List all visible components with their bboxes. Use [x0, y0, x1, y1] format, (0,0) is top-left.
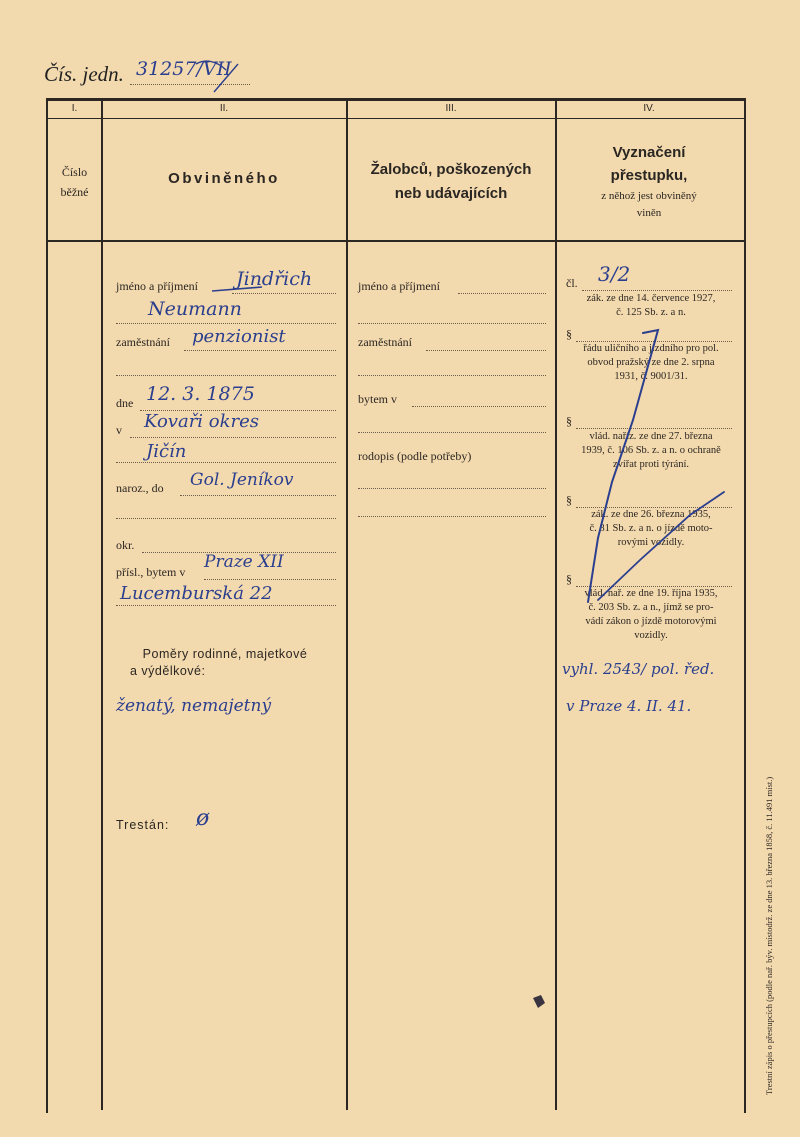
offence-section-mark-2: § — [566, 327, 572, 341]
accused-family-label — [112, 646, 338, 680]
accused-family-value: ženatý, nemajetný — [116, 696, 272, 716]
column-divider-2 — [346, 100, 348, 1110]
offence-law-4-line2: č. 81 Sb. z. a n. o jízdě moto- — [589, 523, 713, 534]
plaintiff-name-label: jméno a příjmení — [358, 279, 440, 293]
offence-section-mark-3: § — [566, 414, 572, 428]
col1-title-line1: Číslo — [61, 165, 88, 179]
accused-occupation-value: penzionist — [192, 326, 286, 347]
offence-law-3-line1: vlád. naříz. ze dne 27. března — [589, 431, 713, 442]
offence-law-3 — [558, 430, 744, 472]
side-form-note-text: Trestní zápis o přestupcích (podle nař. býv. místodrž. ze dne 13. března 1858, č. 11.491 míst.) — [764, 776, 774, 1095]
offence-law-3-line2: 1939, č. 106 Sb. z. a n. o ochraně — [581, 445, 721, 456]
offence-law-5-line1: vlád. nař. ze dne 19. října 1935, — [584, 588, 718, 599]
accused-family-label-line2: a výdělkové: — [130, 664, 206, 678]
accused-place-value-1: Kovaři okres — [144, 411, 260, 432]
offence-law-4-line3: rovými vozidly. — [617, 537, 685, 548]
col3-title-line2: neb udávajících — [394, 185, 508, 202]
offence-law-2-line3: 1931, č. 9001/31. — [614, 371, 688, 382]
offence-law-5 — [558, 587, 744, 643]
col4-sub-line1: z něhož jest obviněný — [601, 190, 697, 202]
col4-sub-line2: viněn — [636, 207, 662, 219]
col1-title — [48, 162, 101, 202]
offence-section-mark-4: § — [566, 493, 572, 507]
offence-law-5-line4: vozidly. — [634, 630, 668, 641]
accused-name-value-1: Jindřich — [236, 268, 313, 290]
col4-roman: IV. — [643, 103, 655, 114]
offence-law-1 — [558, 292, 744, 320]
accused-name-value-2: Neumann — [148, 298, 242, 320]
accused-place-value-2: Jičín — [146, 441, 187, 462]
header-rule-1 — [46, 118, 745, 119]
col1-roman: I. — [71, 103, 78, 114]
offence-law-5-line3: vádí zákon o jízdě motorovými — [585, 616, 717, 627]
accused-residence-value-2: Lucemburská 22 — [120, 583, 273, 604]
offence-note-2: v Praze 4. II. 41. — [566, 697, 692, 715]
accused-occupation-label: zaměstnání — [116, 335, 170, 349]
offence-law-4-line1: zák. ze dne 26. března 1935, — [591, 509, 711, 520]
col4-title — [556, 141, 742, 221]
plaintiff-residence-label: bytem v — [358, 392, 397, 406]
col2-title: Obviněného — [168, 170, 280, 187]
accused-born-label: naroz., do — [116, 481, 164, 495]
col3-roman: III. — [445, 103, 457, 114]
accused-district-label: okr. — [116, 538, 135, 552]
accused-date-label: dne — [116, 396, 134, 410]
col3-title — [347, 158, 555, 206]
col4-title-line1: Vyznačení — [612, 144, 686, 161]
plaintiff-occupation-label: zaměstnání — [358, 335, 412, 349]
col4-title-line2: přestupku, — [610, 167, 688, 184]
offence-law-5-line2: č. 203 Sb. z. a n., jímž se pro- — [588, 602, 714, 613]
offence-law-2-line2: obvod pražský ze dne 2. srpna — [587, 357, 715, 368]
offence-article-prefix: čl. — [566, 276, 578, 290]
file-number-value: 31257/VII — [136, 58, 232, 80]
offence-law-1-line2: č. 125 Sb. z. a n. — [616, 307, 686, 318]
offence-law-3-line3: zvířat proti týrání. — [612, 459, 690, 470]
offence-note-1: vyhl. 2543/ pol. řed. — [562, 660, 715, 678]
offence-law-2-line1: řádu uličního a jízdního pro pol. — [583, 343, 719, 354]
accused-residence-label: přísl., bytem v — [116, 565, 186, 579]
accused-residence-value-1: Praze XII — [204, 552, 284, 572]
col2-roman: II. — [219, 103, 229, 114]
col3-title-line1: Žalobců, poškozených — [370, 161, 532, 178]
file-number — [44, 56, 274, 92]
accused-family-label-line1: Poměry rodinné, majetkové — [142, 647, 308, 661]
accused-convicted-value: ø — [196, 806, 210, 831]
offence-section-mark-5: § — [566, 572, 572, 586]
side-form-note — [764, 535, 774, 1095]
accused-born-value: Gol. Jeníkov — [190, 470, 294, 490]
column-divider-1 — [101, 100, 103, 1110]
plaintiff-rodopis-label: rodopis (podle potřeby) — [358, 449, 472, 463]
column-divider-3 — [555, 100, 557, 1110]
offence-article-value: 3/2 — [598, 262, 631, 286]
col1-title-line2: běžné — [60, 185, 89, 199]
accused-convicted-label: Trestán: — [116, 818, 170, 832]
accused-name-label: jméno a příjmení — [116, 279, 198, 293]
header-rule-2 — [46, 240, 745, 242]
accused-in-label: v — [116, 423, 122, 437]
accused-date-value: 12. 3. 1875 — [146, 383, 255, 405]
offence-law-4 — [558, 508, 744, 550]
offence-law-1-line1: zák. ze dne 14. července 1927, — [586, 293, 716, 304]
offence-law-2 — [558, 342, 744, 384]
file-number-label: Čís. jedn. — [44, 62, 124, 86]
